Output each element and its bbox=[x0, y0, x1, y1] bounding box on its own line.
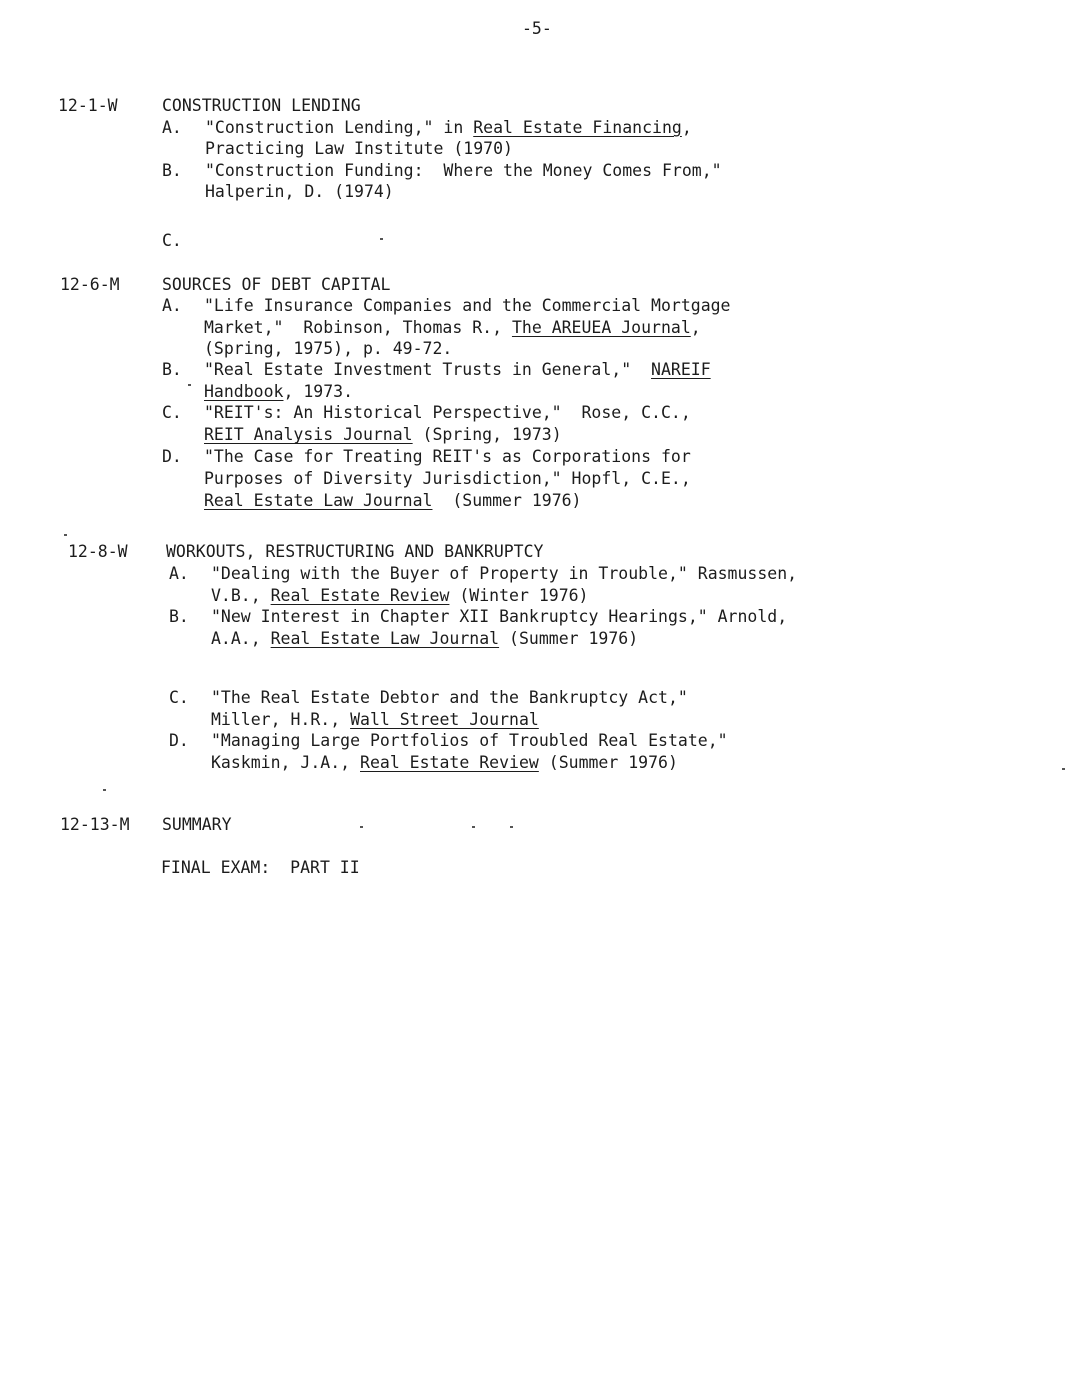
item-marker: B. bbox=[162, 360, 182, 379]
reference-line: REIT Analysis Journal (Spring, 1973) bbox=[204, 425, 562, 444]
reference-line: "New Interest in Chapter XII Bankruptcy Hearings," Arnold, bbox=[211, 607, 788, 626]
final-exam-label: FINAL EXAM: PART II bbox=[161, 858, 360, 877]
reference-line: "The Real Estate Debtor and the Bankruptcy Act," bbox=[211, 688, 688, 707]
publication-title: Handbook bbox=[204, 382, 284, 401]
reference-line: "Life Insurance Companies and the Commercial Mortgage bbox=[204, 296, 731, 315]
scan-speck bbox=[472, 826, 475, 828]
reference-line: Kaskmin, J.A., Real Estate Review (Summer 1976) bbox=[211, 753, 678, 772]
session-date: 12-6-M bbox=[60, 275, 120, 294]
item-marker: B. bbox=[162, 161, 182, 180]
reference-line: Practicing Law Institute (1970) bbox=[205, 139, 513, 158]
reference-line: (Spring, 1975), p. 49-72. bbox=[204, 339, 453, 358]
reference-line: Market," Robinson, Thomas R., The AREUEA Journal, bbox=[204, 318, 701, 337]
scan-speck bbox=[188, 384, 191, 386]
scan-speck bbox=[103, 789, 106, 791]
publication-title: REIT Analysis Journal bbox=[204, 425, 413, 444]
scan-speck bbox=[380, 238, 383, 240]
publication-title: Real Estate Law Journal bbox=[204, 491, 433, 510]
publication-title: The AREUEA Journal bbox=[511, 318, 691, 337]
reference-line: "Real Estate Investment Trusts in General," NAREIF bbox=[204, 360, 711, 379]
scan-speck bbox=[510, 826, 513, 828]
item-marker: A. bbox=[162, 296, 182, 315]
scan-speck bbox=[360, 826, 363, 828]
reference-line: Purposes of Diversity Jurisdiction," Hopfl, C.E., bbox=[204, 469, 691, 488]
item-marker: C. bbox=[169, 688, 189, 707]
reference-line: "REIT's: An Historical Perspective," Rose, C.C., bbox=[204, 403, 691, 422]
reference-line: Real Estate Law Journal (Summer 1976) bbox=[204, 491, 582, 510]
session-title: SOURCES OF DEBT CAPITAL bbox=[162, 275, 391, 294]
item-marker: B. bbox=[169, 607, 189, 626]
reference-line: Halperin, D. (1974) bbox=[205, 182, 394, 201]
session-title: WORKOUTS, RESTRUCTURING AND BANKRUPTCY bbox=[166, 542, 544, 561]
reference-line: "Managing Large Portfolios of Troubled Real Estate," bbox=[211, 731, 728, 750]
publication-title: Real Estate Review bbox=[270, 586, 450, 605]
session-date: 12-8-W bbox=[68, 542, 128, 561]
item-marker: A. bbox=[169, 564, 189, 583]
item-marker: C. bbox=[162, 403, 182, 422]
scan-speck bbox=[1062, 768, 1065, 770]
reference-line: "Dealing with the Buyer of Property in Trouble," Rasmussen, bbox=[211, 564, 798, 583]
publication-title: Real Estate Financing bbox=[473, 118, 682, 137]
reference-line: Miller, H.R., Wall Street Journal bbox=[211, 710, 539, 729]
publication-title: NAREIF bbox=[651, 360, 711, 379]
reference-line: V.B., Real Estate Review (Winter 1976) bbox=[211, 586, 589, 605]
item-marker: D. bbox=[162, 447, 182, 466]
page-number: -5- bbox=[522, 19, 552, 38]
item-marker: C. bbox=[162, 231, 182, 250]
reference-line: A.A., Real Estate Law Journal (Summer 1976) bbox=[211, 629, 639, 648]
reference-line: "The Case for Treating REIT's as Corporations for bbox=[204, 447, 691, 466]
session-title: SUMMARY bbox=[162, 815, 232, 834]
reference-line: "Construction Lending," in Real Estate Financing, bbox=[205, 118, 692, 137]
publication-title: Real Estate Law Journal bbox=[270, 629, 500, 648]
scan-speck bbox=[64, 534, 67, 536]
session-date: 12-13-M bbox=[60, 815, 130, 834]
reference-line: "Construction Funding: Where the Money Comes From," bbox=[205, 161, 722, 180]
publication-title: Real Estate Review bbox=[360, 753, 539, 772]
item-marker: D. bbox=[169, 731, 189, 750]
item-marker: A. bbox=[162, 118, 182, 137]
reference-line: Handbook, 1973. bbox=[204, 382, 354, 401]
publication-title: Wall Street Journal bbox=[350, 710, 539, 729]
session-date: 12-1-W bbox=[58, 96, 118, 115]
session-title: CONSTRUCTION LENDING bbox=[162, 96, 361, 115]
